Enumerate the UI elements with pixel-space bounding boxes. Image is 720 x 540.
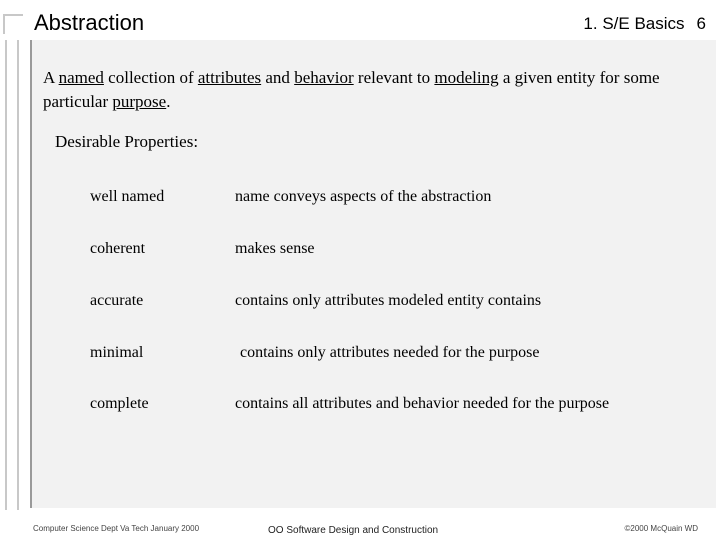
slide-title: Abstraction — [34, 10, 145, 35]
footer-right: ©2000 McQuain WD — [624, 524, 698, 533]
page-number: 6 — [696, 14, 706, 33]
term-purpose: purpose — [112, 92, 167, 111]
definition-part: . — [166, 92, 171, 111]
property-description: name conveys aspects of the abstraction — [235, 188, 492, 205]
definition-text — [43, 66, 703, 114]
term-modeling: modeling — [434, 68, 499, 87]
property-name: well named — [90, 188, 165, 205]
property-description: contains all attributes and behavior needed for the purpose — [235, 395, 610, 412]
term-attributes: attributes — [197, 68, 262, 87]
term-named: named — [58, 68, 104, 87]
definition-part: and — [261, 68, 295, 87]
property-description: makes sense — [235, 240, 315, 257]
footer-left: Computer Science Dept Va Tech January 2000 — [33, 524, 200, 533]
property-description: contains only attributes needed for the purpose — [240, 344, 540, 361]
property-description: contains only attributes modeled entity contains — [235, 292, 542, 309]
corner-decoration — [3, 14, 23, 34]
term-behavior: behavior — [294, 68, 354, 87]
property-name: complete — [90, 395, 149, 412]
definition-part: A — [43, 68, 59, 87]
definition-part: a given entity for some particular — [43, 68, 660, 111]
footer-center: OO Software Design and Construction — [268, 525, 439, 536]
property-name: minimal — [90, 344, 144, 361]
definition-part: collection of — [103, 68, 198, 87]
property-name: coherent — [90, 240, 146, 257]
slide-header-right — [583, 14, 706, 34]
definition-part: relevant to — [353, 68, 435, 87]
left-decorative-bar — [5, 40, 19, 510]
section-label: 1. S/E Basics — [583, 14, 685, 33]
properties-heading: Desirable Properties: — [55, 132, 199, 151]
property-name: accurate — [90, 292, 144, 309]
